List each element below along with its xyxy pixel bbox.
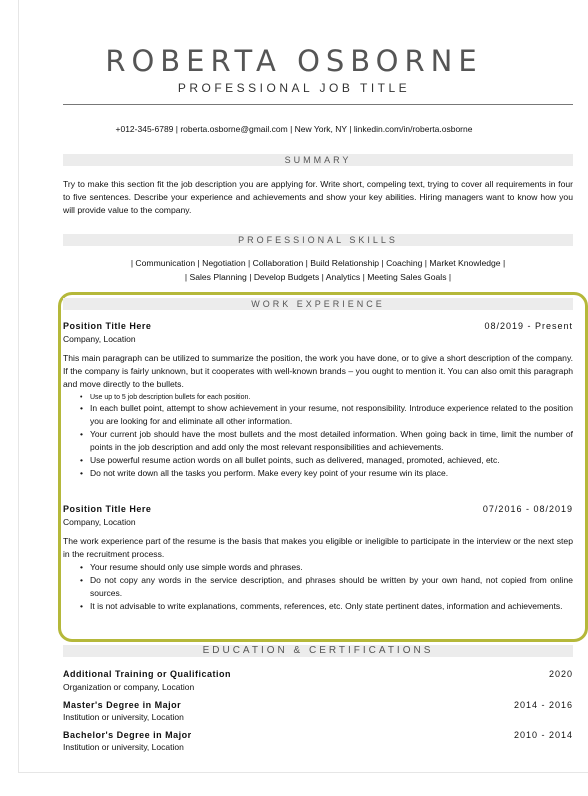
list-item: • Your resume should only use simple words and phrases. bbox=[80, 561, 573, 574]
list-item: • Do not copy any words in the service description, and phrases should be written by your own hand, not copied from online sources. bbox=[80, 574, 573, 600]
skills-line-1: | Communication | Negotiation | Collaboration | Build Relationship | Coaching | Market Knowledge | bbox=[130, 258, 506, 268]
edu-2-title: Master's Degree in Major bbox=[63, 700, 182, 710]
header-divider bbox=[63, 104, 573, 105]
job-1-bullets bbox=[80, 393, 573, 480]
edu-2-org: Institution or university, Location bbox=[63, 712, 184, 722]
job-2-bullets bbox=[80, 561, 573, 613]
job-1-company: Company, Location bbox=[63, 334, 136, 344]
list-item: • Use up to 5 job description bullets for each position. bbox=[80, 393, 573, 402]
experience-heading: WORK EXPERIENCE bbox=[63, 298, 573, 310]
edu-3-title: Bachelor's Degree in Major bbox=[63, 730, 192, 740]
job-2-title: Position Title Here bbox=[63, 504, 152, 514]
job-title: PROFESSIONAL JOB TITLE bbox=[177, 81, 411, 95]
edu-1-date: 2020 bbox=[548, 669, 573, 679]
job-2-date: 07/2016 - 08/2019 bbox=[482, 504, 573, 514]
education-heading: EDUCATION & CERTIFICATIONS bbox=[63, 645, 573, 657]
edu-1-title: Additional Training or Qualification bbox=[63, 669, 232, 679]
candidate-name: ROBERTA OSBORNE bbox=[105, 44, 483, 78]
summary-heading: SUMMARY bbox=[63, 154, 573, 166]
list-item: • Use powerful resume action words on all bullet points, such as delivered, managed, promoted, achieved, etc. bbox=[80, 454, 573, 467]
job-2-paragraph: The work experience part of the resume is the basis that makes you eligible or ineligible to participate in the interview or the next step in the recruitment process. bbox=[63, 536, 573, 559]
job-2-company: Company, Location bbox=[63, 517, 136, 527]
edu-1-org: Organization or company, Location bbox=[63, 682, 195, 692]
summary-text: Try to make this section fit the job description you are applying for. Write short, compeling text, trying to cover all requirements in four to five sentences. Describe your experience and achievements and show your key abilities. Hiring managers want to know how you will provide value to the company. bbox=[63, 179, 573, 215]
job-1-paragraph: This main paragraph can be utilized to summarize the position, the work you have done, or to give a short description of the company. If the company is fairly unknown, but it cooperates with well-known brands – you ought to mention it. You can also omit this paragraph and move directly to the bullets. bbox=[63, 353, 573, 389]
skills-line-2: | Sales Planning | Develop Budgets | Analytics | Meeting Sales Goals | bbox=[184, 272, 452, 282]
job-1-title: Position Title Here bbox=[63, 321, 152, 331]
list-item: • Do not write down all the tasks you perform. Make every key point of your resume win its place. bbox=[80, 467, 573, 480]
contact-line: +012-345-6789 | roberta.osborne@gmail.com | New York, NY | linkedin.com/in/roberta.osborne bbox=[115, 124, 473, 134]
edu-3-date: 2010 - 2014 bbox=[513, 730, 573, 740]
list-item: • In each bullet point, attempt to show achievement in your resume, not responsibility. Introduce experience related to the position you are looking for and eliminate all other information. bbox=[80, 402, 573, 428]
edu-2-date: 2014 - 2016 bbox=[513, 700, 573, 710]
job-1-date: 08/2019 - Present bbox=[484, 321, 573, 331]
skills-heading: PROFESSIONAL SKILLS bbox=[63, 234, 573, 246]
list-item: • It is not advisable to write explanations, comments, references, etc. Only state pertinent dates, information and achievements. bbox=[80, 600, 573, 613]
edu-3-org: Institution or university, Location bbox=[63, 742, 184, 752]
list-item: • Your current job should have the most bullets and the most detailed information. When going back in time, limit the number of points in the job description and add only the most relevant responsibilities and achievements. bbox=[80, 428, 573, 454]
